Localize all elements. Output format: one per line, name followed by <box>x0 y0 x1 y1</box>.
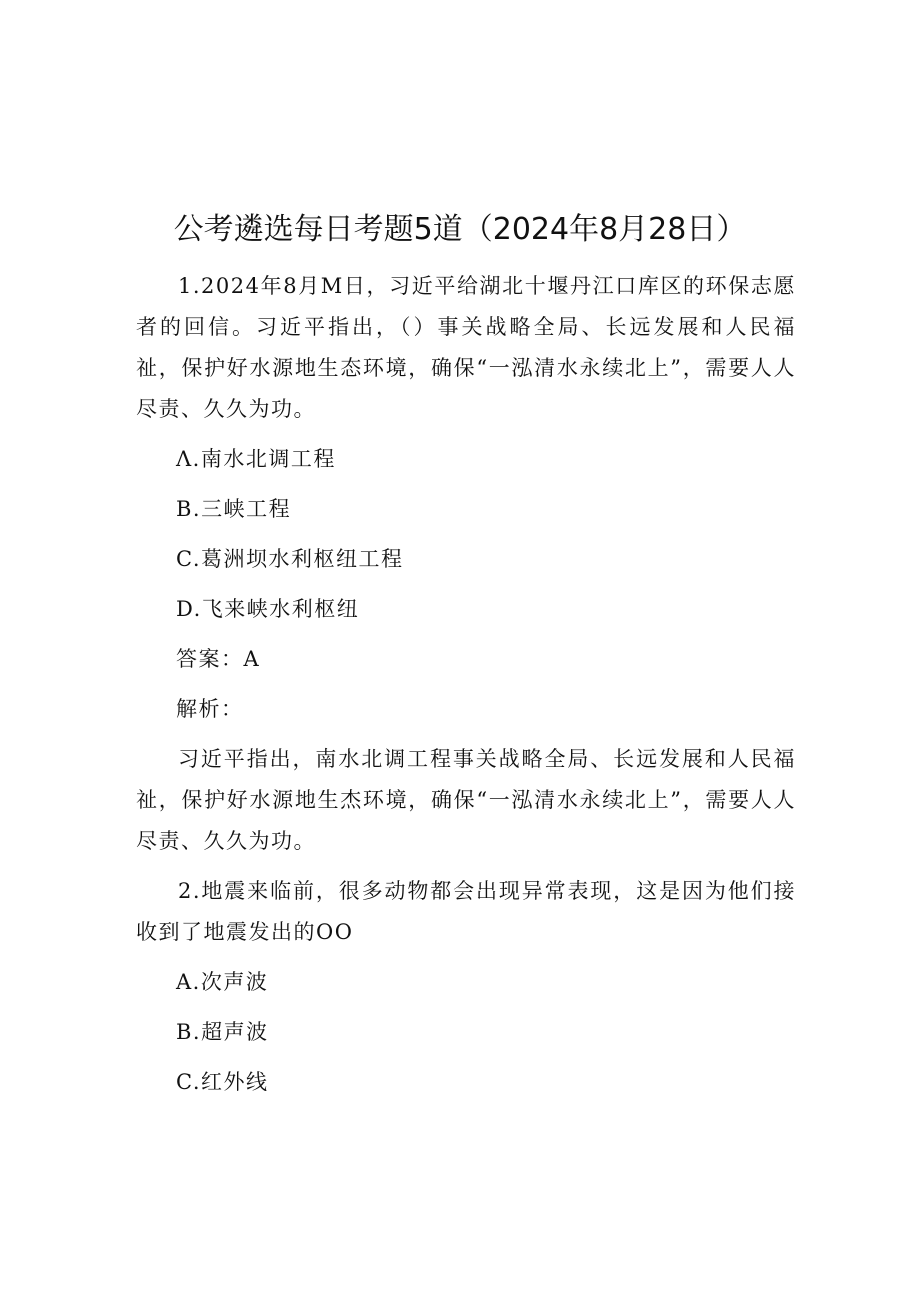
question-1-option-a: Λ.南水北调工程 <box>176 447 336 471</box>
document-title: 公考遴选每日考题5道（2024年8月28日） <box>173 212 747 247</box>
question-1-analysis: 习近平指出，南水北调工程事关战略全局、长远发展和人民福祉，保护好水源地生杰环境，确保“一泓清水永续北上”，需要人人尽责、久久为功。 <box>136 747 796 853</box>
question-1-stem: 1.2024年8月M日，习近平给湖北十堰丹江口库区的环保志愿者的回信。习近平指出，（）事关战略全局、长远发展和人民福祉，保护好水源地生态环境，确保“一泓清水永续北上”，需要人人尽责、久久为功。 <box>136 274 796 421</box>
document-body <box>136 266 796 1103</box>
question-2-option-b: B.超声波 <box>176 1020 269 1044</box>
question-1-analysis-label: 解析： <box>176 697 244 721</box>
question-2-stem: 2.地震来临前，很多动物都会出现异常表现，这是因为他们接收到了地震发出的OO <box>136 879 796 944</box>
question-1-option-d: D.飞来峡水利枢纽 <box>176 597 360 621</box>
question-2-option-c: C.红外线 <box>176 1070 269 1094</box>
question-1-option-c: C.葛洲坝水利枢纽工程 <box>176 547 404 571</box>
question-1-option-b: B.三峡工程 <box>176 497 292 521</box>
question-2-option-a: A.次声波 <box>176 970 269 994</box>
question-1-answer: 答案：A <box>176 647 261 671</box>
